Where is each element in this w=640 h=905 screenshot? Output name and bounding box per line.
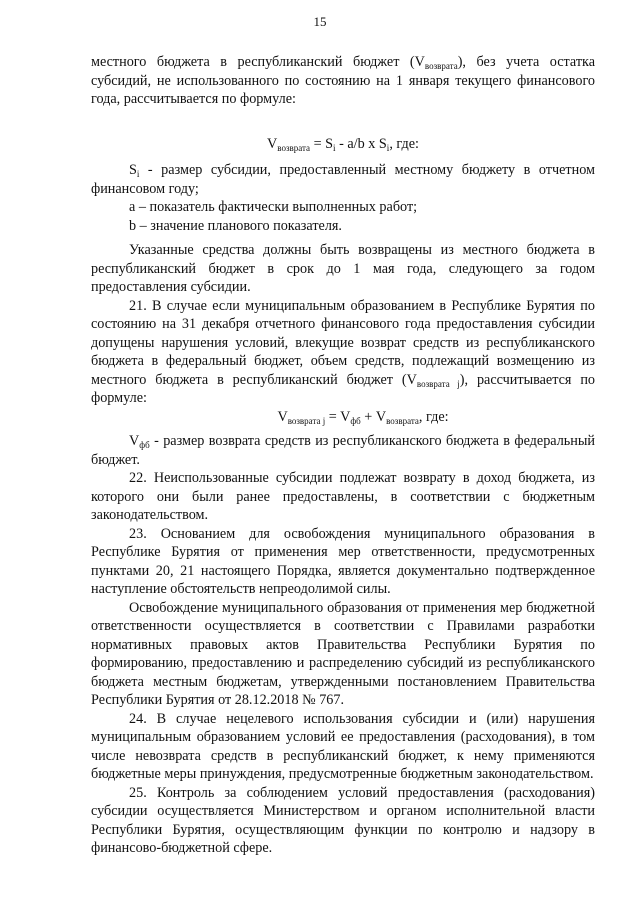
text: ), рассчитывается по формуле: [91, 371, 596, 406]
paragraph-25: 25. Контроль за соблюдением условий предоставления (расходования) субсидии осуществляется Министерством и органом исполнительной власти Республики Бурятия, осуществляющим функции по контролю и надзору в финансово-бюджетной сфере. [91, 784, 595, 856]
definition-b: b – значение планового показателя. [129, 217, 342, 234]
paragraph-23: 23. Основанием для освобождения муниципального образования в Республике Бурятия от применения мер ответственности, предусмотренных пунктами 20, 21 настоящего Порядка, является документально подтвержденное наступление обстоятельств непреодолимой силы. [91, 525, 595, 597]
text: = V [325, 408, 351, 425]
text: 21. В случае если муниципальным образованием в Республике Бурятия по состоянию на 31 декабря отчетного финансового года предоставления субсидии допущены нарушения условий, влекущие возврат средств из республиканского бюджета в федеральный бюджет, объем средств, подлежащий возмещению из местного бюджета в республиканский бюджет (V [91, 297, 595, 388]
text: - размер возврата средств из республиканского бюджета в федеральный бюджет. [91, 433, 595, 468]
paragraph-return-deadline: Указанные средства должны быть возвращены из местного бюджета в республиканский бюджет в срок до 1 мая года, следующего за годом предоставления субсидии. [91, 242, 595, 295]
subscript: возврата j [416, 378, 460, 389]
text: V [267, 135, 278, 152]
text: - размер субсидии, предоставленный местному бюджету в отчетном финансовом году; [91, 162, 595, 197]
definition-vfb [91, 432, 595, 469]
definition-s [91, 161, 595, 198]
text: = S [310, 135, 334, 152]
text: S [129, 162, 137, 178]
formula-return [91, 135, 595, 154]
formula-return-j [91, 408, 595, 427]
subscript: возврата [424, 61, 458, 71]
subscript: возврата [277, 142, 311, 153]
paragraph-release: Освобождение муниципального образования от применения мер бюджетной ответственности осуществляется в соответствии с Правилами разработки нормативных правовых актов Правительства Республики Бурятия по формированию, предоставлению и распределению субсидий из республиканского бюджета местным бюджетам, утвержденными постановлением Правительства Республики Бурятия от 28.12.2018 № 767. [91, 599, 595, 708]
paragraph-24: 24. В случае нецелевого использования субсидии и (или) нарушения муниципальным образованием условий ее предоставления (расходования), в том числе невозврата средств в республиканский бюджет, к нему применяются бюджетные меры принуждения, предусмотренные бюджетным законодательством. [91, 710, 595, 782]
text: V [129, 433, 140, 449]
document-body [91, 53, 595, 858]
text: , где: [389, 135, 419, 152]
subscript: i [136, 169, 140, 179]
text: местного бюджета в республиканский бюджет (V [91, 54, 425, 70]
subscript: фб [350, 415, 361, 426]
paragraph-22: 22. Неиспользованные субсидии подлежат возврату в доход бюджета, из которого они были ранее предоставлены, в соответствии с бюджетным законодательством. [91, 470, 595, 523]
subscript: возврата [386, 415, 419, 426]
subscript: возврата j [287, 415, 326, 426]
subscript: фб [139, 440, 150, 450]
text: + V [360, 408, 387, 425]
definition-a: a – показатель фактически выполненных работ; [129, 199, 418, 215]
text: - a/b x S [335, 135, 387, 152]
paragraph-21 [91, 297, 595, 408]
page-number: 15 [313, 14, 327, 29]
text: , где: [418, 408, 449, 425]
subscript: i [386, 142, 390, 153]
text: V [277, 408, 288, 425]
paragraph-intro [91, 53, 595, 109]
subscript: i [333, 142, 336, 153]
text: ), без учета остатка субсидий, не использованного по состоянию на 1 января текущего финансового года, рассчитывается по формуле: [91, 54, 596, 107]
